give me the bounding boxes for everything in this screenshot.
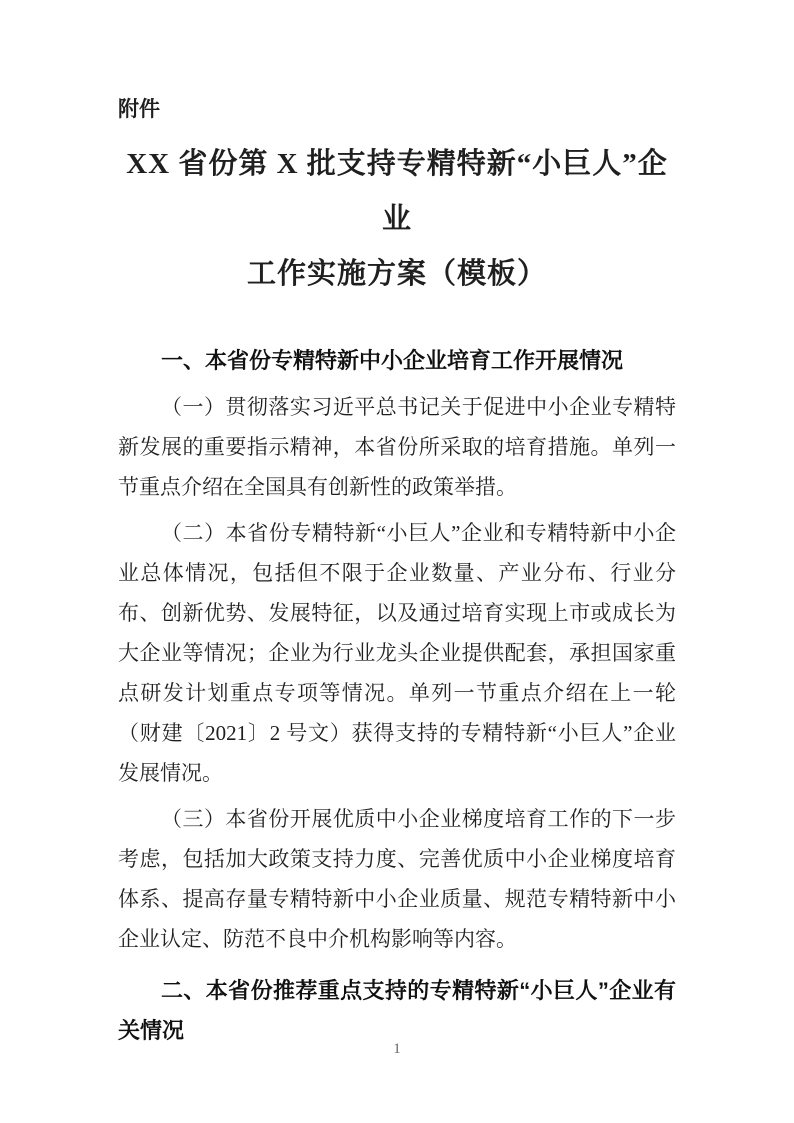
- section-1-paragraph-2: （二）本省份专精特新“小巨人”企业和专精特新中小企业总体情况，包括但不限于企业数量、产业分布、行业分布、创新优势、发展特征，以及通过培育实现上市或成长为大企业等情况；企业为行业龙头企业提供配套，承担国家重点研发计划重点专项等情况。单列一节重点介绍在上一轮（财建〔2021〕2 号文）获得支持的专精特新“小巨人”企业发展情况。: [118, 521, 676, 785]
- page-number: 1: [393, 1041, 401, 1057]
- section-1-paragraph-1: （一）贯彻落实习近平总书记关于促进中小企业专精特新发展的重要指示精神，本省份所采取的培育措施。单列一节重点介绍在全国具有创新性的政策举措。: [118, 395, 676, 499]
- section-1-heading: 一、本省份专精特新中小企业培育工作开展情况: [161, 348, 624, 373]
- document-title-line-1: XX 省份第 X 批支持专精特新“小巨人”企业: [126, 148, 668, 235]
- attachment-label: 附件: [118, 98, 160, 121]
- document-title: [118, 137, 676, 302]
- section-1-paragraph-3: （三）本省份开展优质中小企业梯度培育工作的下一步考虑，包括加大政策支持力度、完善优质中小企业梯度培育体系、提高存量专精特新中小企业质量、规范专精特新中小企业认定、防范不良中介机构影响等内容。: [118, 807, 676, 951]
- section-2-heading: 二、本省份推荐重点支持的专精特新“小巨人”企业有关情况: [118, 978, 676, 1043]
- document-title-line-2: 工作实施方案（模板）: [246, 258, 547, 290]
